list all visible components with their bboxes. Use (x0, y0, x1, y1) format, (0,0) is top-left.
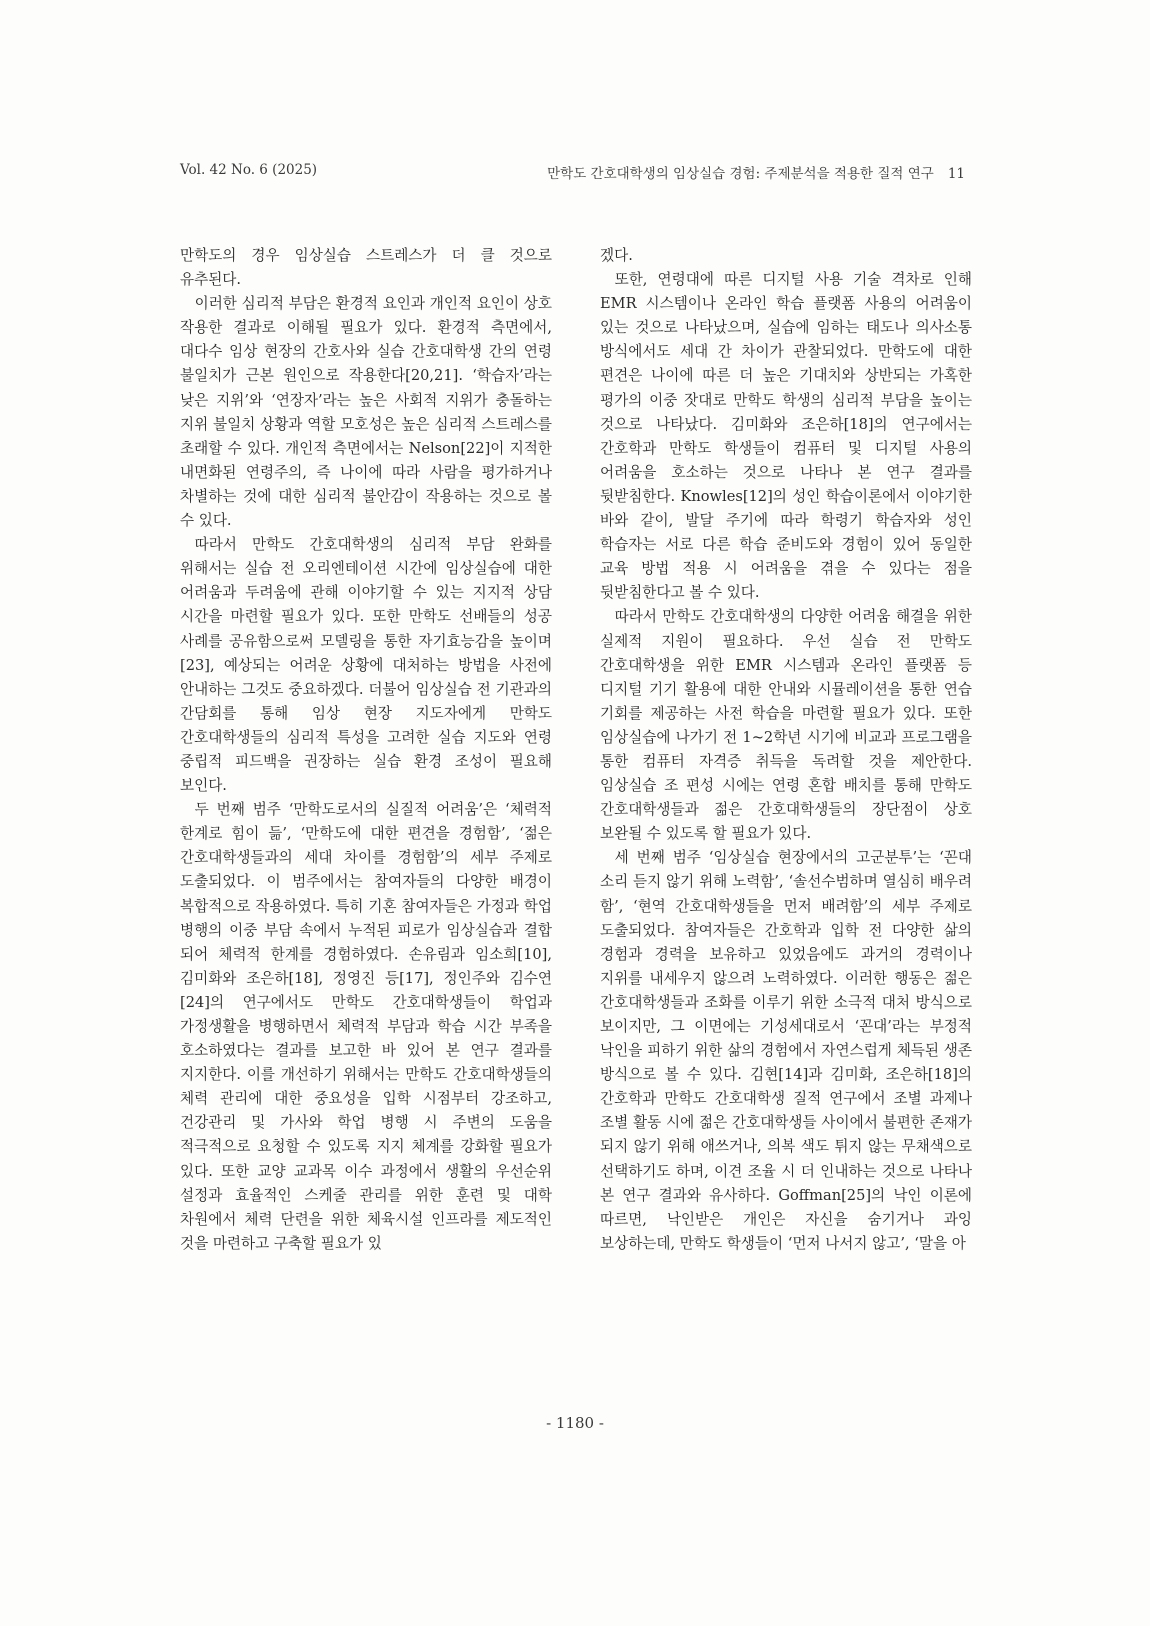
paragraph: 따라서 만학도 간호대학생의 다양한 어려움 해결을 위한 실제적 지원이 필요하다. 우선 실습 전 만학도 간호대학생을 위한 EMR 시스템과 온라인 플랫폼 등 디지털 기기 활용에 대한 안내와 시뮬레이션을 통한 연습 기회를 제공하는 사전 학습을 마련할 필요가 있다. 또한 임상실습에 나가기 전 1~2학년 시기에 비교과 프로그램을 통한 컴퓨터 자격증 취득을 독려할 것을 제안한다. 임상실습 조 편성 시에는 연령 혼합 배치를 통해 만학도 간호대학생들과 젊은 간호대학생들의 장단점이 상호 보완될 수 있도록 할 필요가 있다. (600, 608, 972, 843)
paragraph: 이러한 심리적 부담은 환경적 요인과 개인적 요인이 상호 작용한 결과로 이해될 필요가 있다. 환경적 측면에서, 대다수 임상 현장의 간호사와 실습 간호대학생 간의 연령 불일치가 근본 원인으로 작용한다[20,21]. ‘학습자’라는 낮은 지위’와 ‘연장자’라는 높은 사회적 지위가 충돌하는 지위 불일치 상황과 역할 모호성은 높은 심리적 스트레스를 초래할 수 있다. 개인적 측면에서는 Nelson[22]이 지적한 내면화된 연령주의, 즉 나이에 따라 사람을 평가하거나 차별하는 것에 대한 심리적 불안감이 작용하는 것으로 볼 수 있다. (180, 295, 552, 530)
paragraph-continuation: 겠다. (600, 247, 633, 264)
page-footer-number: - 1180 - (546, 1414, 604, 1432)
left-text-column (180, 244, 552, 1256)
paragraph: 세 번째 범주 ‘임상실습 현장에서의 고군분투’는 ‘꼰대 소리 듣지 않기 위해 노력함’, ‘솔선수범하며 열심히 배우려 함’, ‘현역 간호대학생들을 먼저 배려함’의 세부 주제로 도출되었다. 참여자들은 간호학과 입학 전 다양한 삶의 경험과 경력을 보유하고 있었음에도 과거의 경력이나 지위를 내세우지 않으려 노력하였다. 이러한 행동은 젊은 간호대학생들과 조화를 이루기 위한 소극적 대처 방식으로 보이지만, 그 이면에는 기성세대로서 ‘꼰대’라는 부정적 낙인을 피하기 위한 삶의 경험에서 자연스럽게 체득된 생존 방식으로 볼 수 있다. 김현[14]과 김미화, 조은하[18]의 간호학과 만학도 간호대학생 질적 연구에서 조별 과제나 조별 활동 시에 젊은 간호대학생들 사이에서 불편한 존재가 되지 않기 위해 애쓰거나, 의복 색도 튀지 않는 무채색으로 선택하기도 하며, 이견 조율 시 더 인내하는 것으로 나타나 본 연구 결과와 유사하다. Goffman[25]의 낙인 이론에 따르면, 낙인받은 개인은 자신을 숨기거나 과잉 보상하는데, 만학도 학생들이 ‘먼저 나서지 않고’, ‘말을 아 (600, 849, 972, 1252)
paragraph-continuation: 만학도의 경우 임상실습 스트레스가 더 클 것으로 유추된다. (180, 247, 552, 289)
header-page-number: 11 (947, 166, 965, 182)
right-text-column (600, 244, 972, 1256)
journal-volume-issue: Vol. 42 No. 6 (2025) (180, 162, 318, 178)
running-title: 만학도 간호대학생의 임상실습 경험: 주제분석을 적용한 질적 연구 (547, 166, 934, 182)
paragraph: 따라서 만학도 간호대학생의 심리적 부담 완화를 위해서는 실습 전 오리엔테이션 시간에 임상실습에 대한 어려움과 두려움에 관해 이야기할 수 있는 지지적 상담 시간을 마련할 필요가 있다. 또한 만학도 선배들의 성공 사례를 공유함으로써 모델링을 통한 자기효능감을 높이며[23], 예상되는 어려운 상황에 대처하는 방법을 사전에 안내하는 그것도 중요하겠다. 더불어 임상실습 전 기관과의 간담회를 통해 임상 현장 지도자에게 만학도 간호대학생들의 심리적 특성을 고려한 실습 지도와 연령 중립적 피드백을 권장하는 실습 환경 조성이 필요해 보인다. (180, 536, 552, 795)
paragraph: 또한, 연령대에 따른 디지털 사용 기술 격차로 인해 EMR 시스템이나 온라인 학습 플랫폼 사용의 어려움이 있는 것으로 나타났으며, 실습에 임하는 태도나 의사소통 방식에서도 세대 간 차이가 관찰되었다. 만학도에 대한 편견은 나이에 따른 더 높은 기대치와 상반되는 가혹한 평가의 이중 잣대로 만학도 학생의 심리적 부담을 높이는 것으로 나타났다. 김미화와 조은하[18]의 연구에서는 간호학과 만학도 학생들이 컴퓨터 및 디지털 사용의 어려움을 호소하는 것으로 나타나 본 연구 결과를 뒷받침한다. Knowles[12]의 성인 학습이론에서 이야기한 바와 같이, 발달 주기에 따라 학령기 학습자와 성인 학습자는 서로 다른 학습 준비도와 경험이 있어 동일한 교육 방법 적용 시 어려움을 겪을 수 있다는 점을 뒷받침한다고 볼 수 있다. (600, 271, 972, 602)
paragraph: 두 번째 범주 ‘만학도로서의 실질적 어려움’은 ‘체력적 한계로 힘이 듦’, ‘만학도에 대한 편견을 경험함’, ‘젊은 간호대학생들과의 세대 차이를 경험함’의 세부 주제로 도출되었다. 이 범주에서는 참여자들의 다양한 배경이 복합적으로 작용하였다. 특히 기혼 참여자들은 가정과 학업 병행의 이중 부담 속에서 누적된 피로가 임상실습과 결합 되어 체력적 한계를 경험하였다. 손유림과 임소희[10], 김미화와 조은하[18], 정영진 등[17], 정인주와 김수연[24]의 연구에서도 만학도 간호대학생들이 학업과 가정생활을 병행하면서 체력적 부담과 학습 시간 부족을 호소하였다는 결과를 보고한 바 있어 본 연구 결과를 지지한다. 이를 개선하기 위해서는 만학도 간호대학생들의 체력 관리에 대한 중요성을 입학 시점부터 강조하고, 건강관리 및 가사와 학업 병행 시 주변의 도움을 적극적으로 요청할 수 있도록 지지 체계를 강화할 필요가 있다. 또한 교양 교과목 이수 과정에서 생활의 우선순위 설정과 효율적인 스케줄 관리를 위한 훈련 및 대학 차원에서 체력 단련을 위한 체육시설 인프라를 제도적인 것을 마련하고 구축할 필요가 있 (180, 801, 552, 1252)
running-title-block (547, 162, 965, 182)
running-header (180, 162, 965, 182)
